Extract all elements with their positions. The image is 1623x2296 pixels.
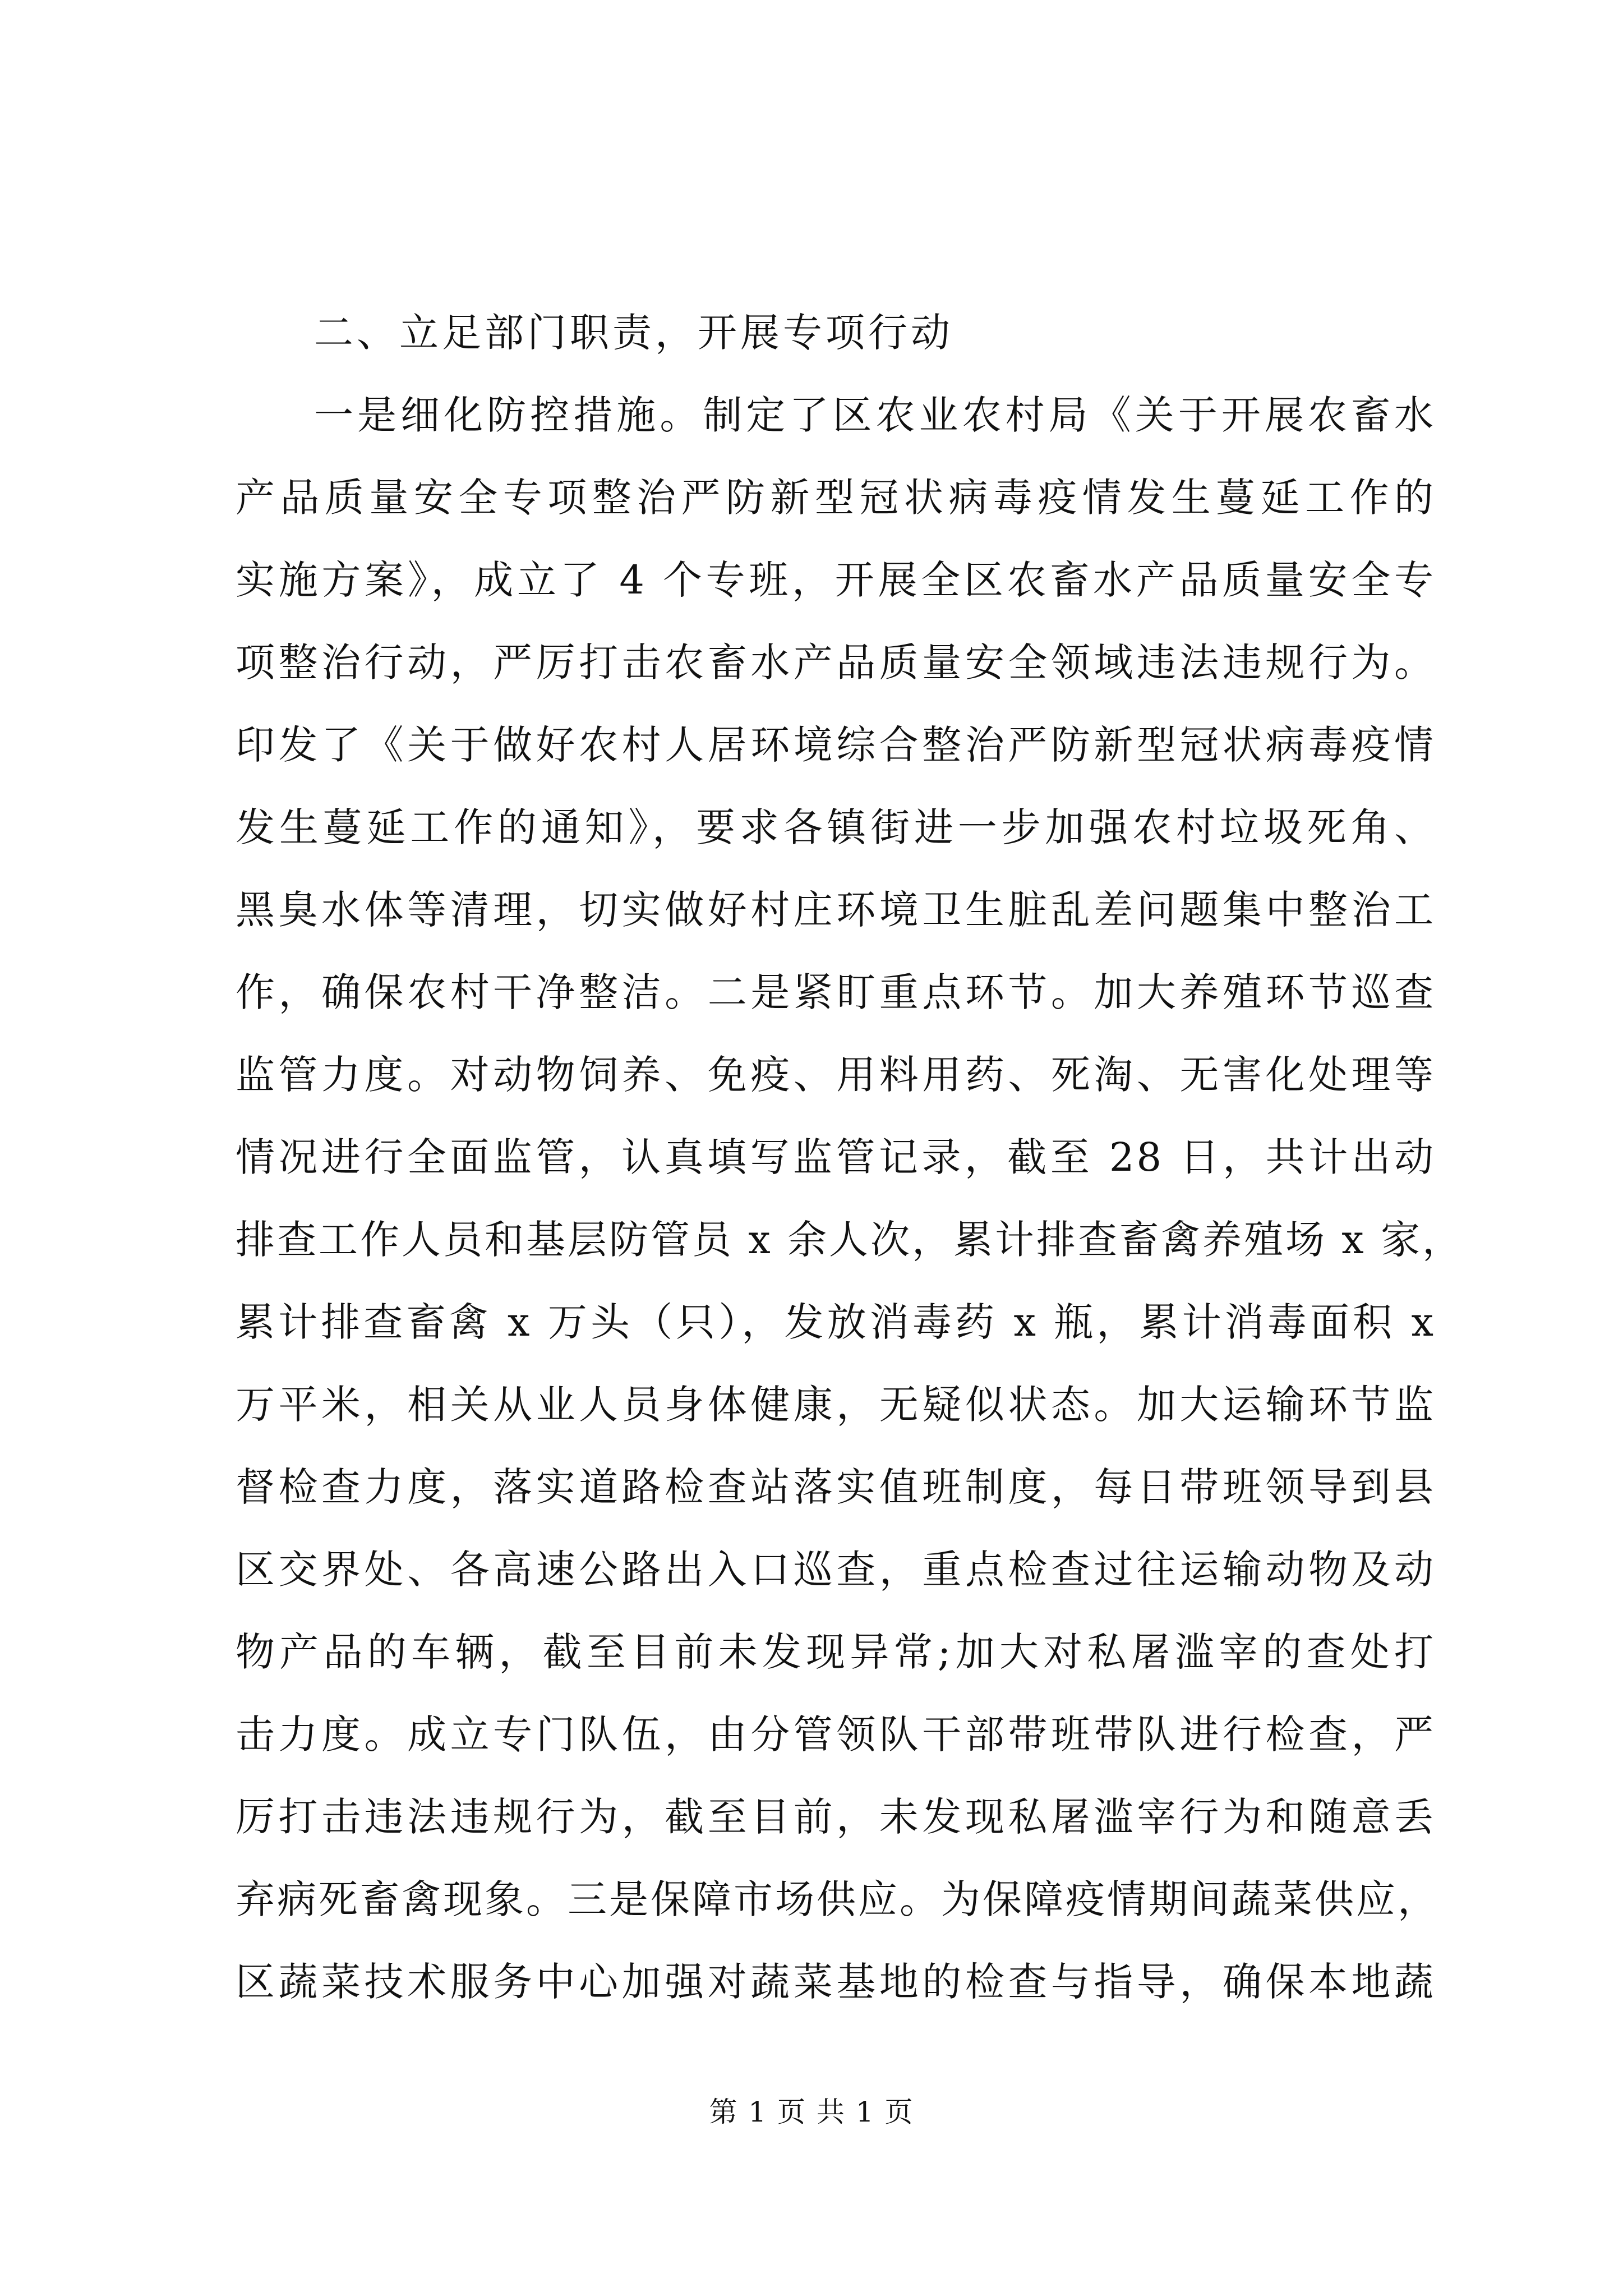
paragraph-line: 督检查力度，落实道路检查站落实值班制度，每日带班领导到县: [236, 1464, 1436, 1510]
paragraph-line: 实施方案》，成立了 4 个专班，开展全区农畜水产品质量安全专: [236, 557, 1436, 603]
paragraph-line: 情况进行全面监管，认真填写监管记录，截至 28 日，共计出动: [236, 1134, 1436, 1180]
paragraph-line: 产品质量安全专项整治严防新型冠状病毒疫情发生蔓延工作的: [236, 475, 1436, 521]
paragraph-line: 发生蔓延工作的通知》，要求各镇街进一步加强农村垃圾死角、: [236, 804, 1436, 850]
page-number-footer: 第 1 页 共 1 页: [709, 2096, 914, 2128]
paragraph-line: 累计排查畜禽 x 万头（只），发放消毒药 x 瓶，累计消毒面积 x: [236, 1299, 1436, 1345]
paragraph-line: 印发了《关于做好农村人居环境综合整治严防新型冠状病毒疫情: [236, 722, 1436, 768]
paragraph-line: 击力度。成立专门队伍，由分管领队干部带班带队进行检查，严: [236, 1711, 1436, 1757]
paragraph-line: 项整治行动，严厉打击农畜水产品质量安全领域违法违规行为。: [236, 639, 1436, 685]
paragraph-line: 区交界处、各高速公路出入口巡查，重点检查过往运输动物及动: [236, 1547, 1436, 1593]
paragraph-line: 一是细化防控措施。制定了区农业农村局《关于开展农畜水: [314, 392, 1436, 438]
paragraph-line: 万平米，相关从业人员身体健康，无疑似状态。加大运输环节监: [236, 1382, 1436, 1428]
paragraph-line: 作，确保农村干净整洁。二是紧盯重点环节。加大养殖环节巡查: [236, 969, 1436, 1015]
paragraph-line: 区蔬菜技术服务中心加强对蔬菜基地的检查与指导，确保本地蔬: [236, 1959, 1436, 2005]
paragraph-line: 弃病死畜禽现象。三是保障市场供应。为保障疫情期间蔬菜供应，: [236, 1876, 1439, 1922]
paragraph-line: 物产品的车辆，截至目前未发现异常;加大对私屠滥宰的查处打: [236, 1629, 1436, 1675]
paragraph-line: 厉打击违法违规行为，截至目前，未发现私屠滥宰行为和随意丢: [236, 1794, 1436, 1840]
paragraph-line: 黑臭水体等清理，切实做好村庄环境卫生脏乱差问题集中整治工: [236, 887, 1436, 933]
document-body: [236, 292, 1464, 2023]
section-heading: 二、立足部门职责，开展专项行动: [314, 310, 953, 356]
paragraph-line: 排查工作人员和基层防管员 x 余人次，累计排查畜禽养殖场 x 家，: [236, 1217, 1464, 1263]
paragraph-line: 监管力度。对动物饲养、免疫、用料用药、死淘、无害化处理等: [236, 1052, 1436, 1098]
